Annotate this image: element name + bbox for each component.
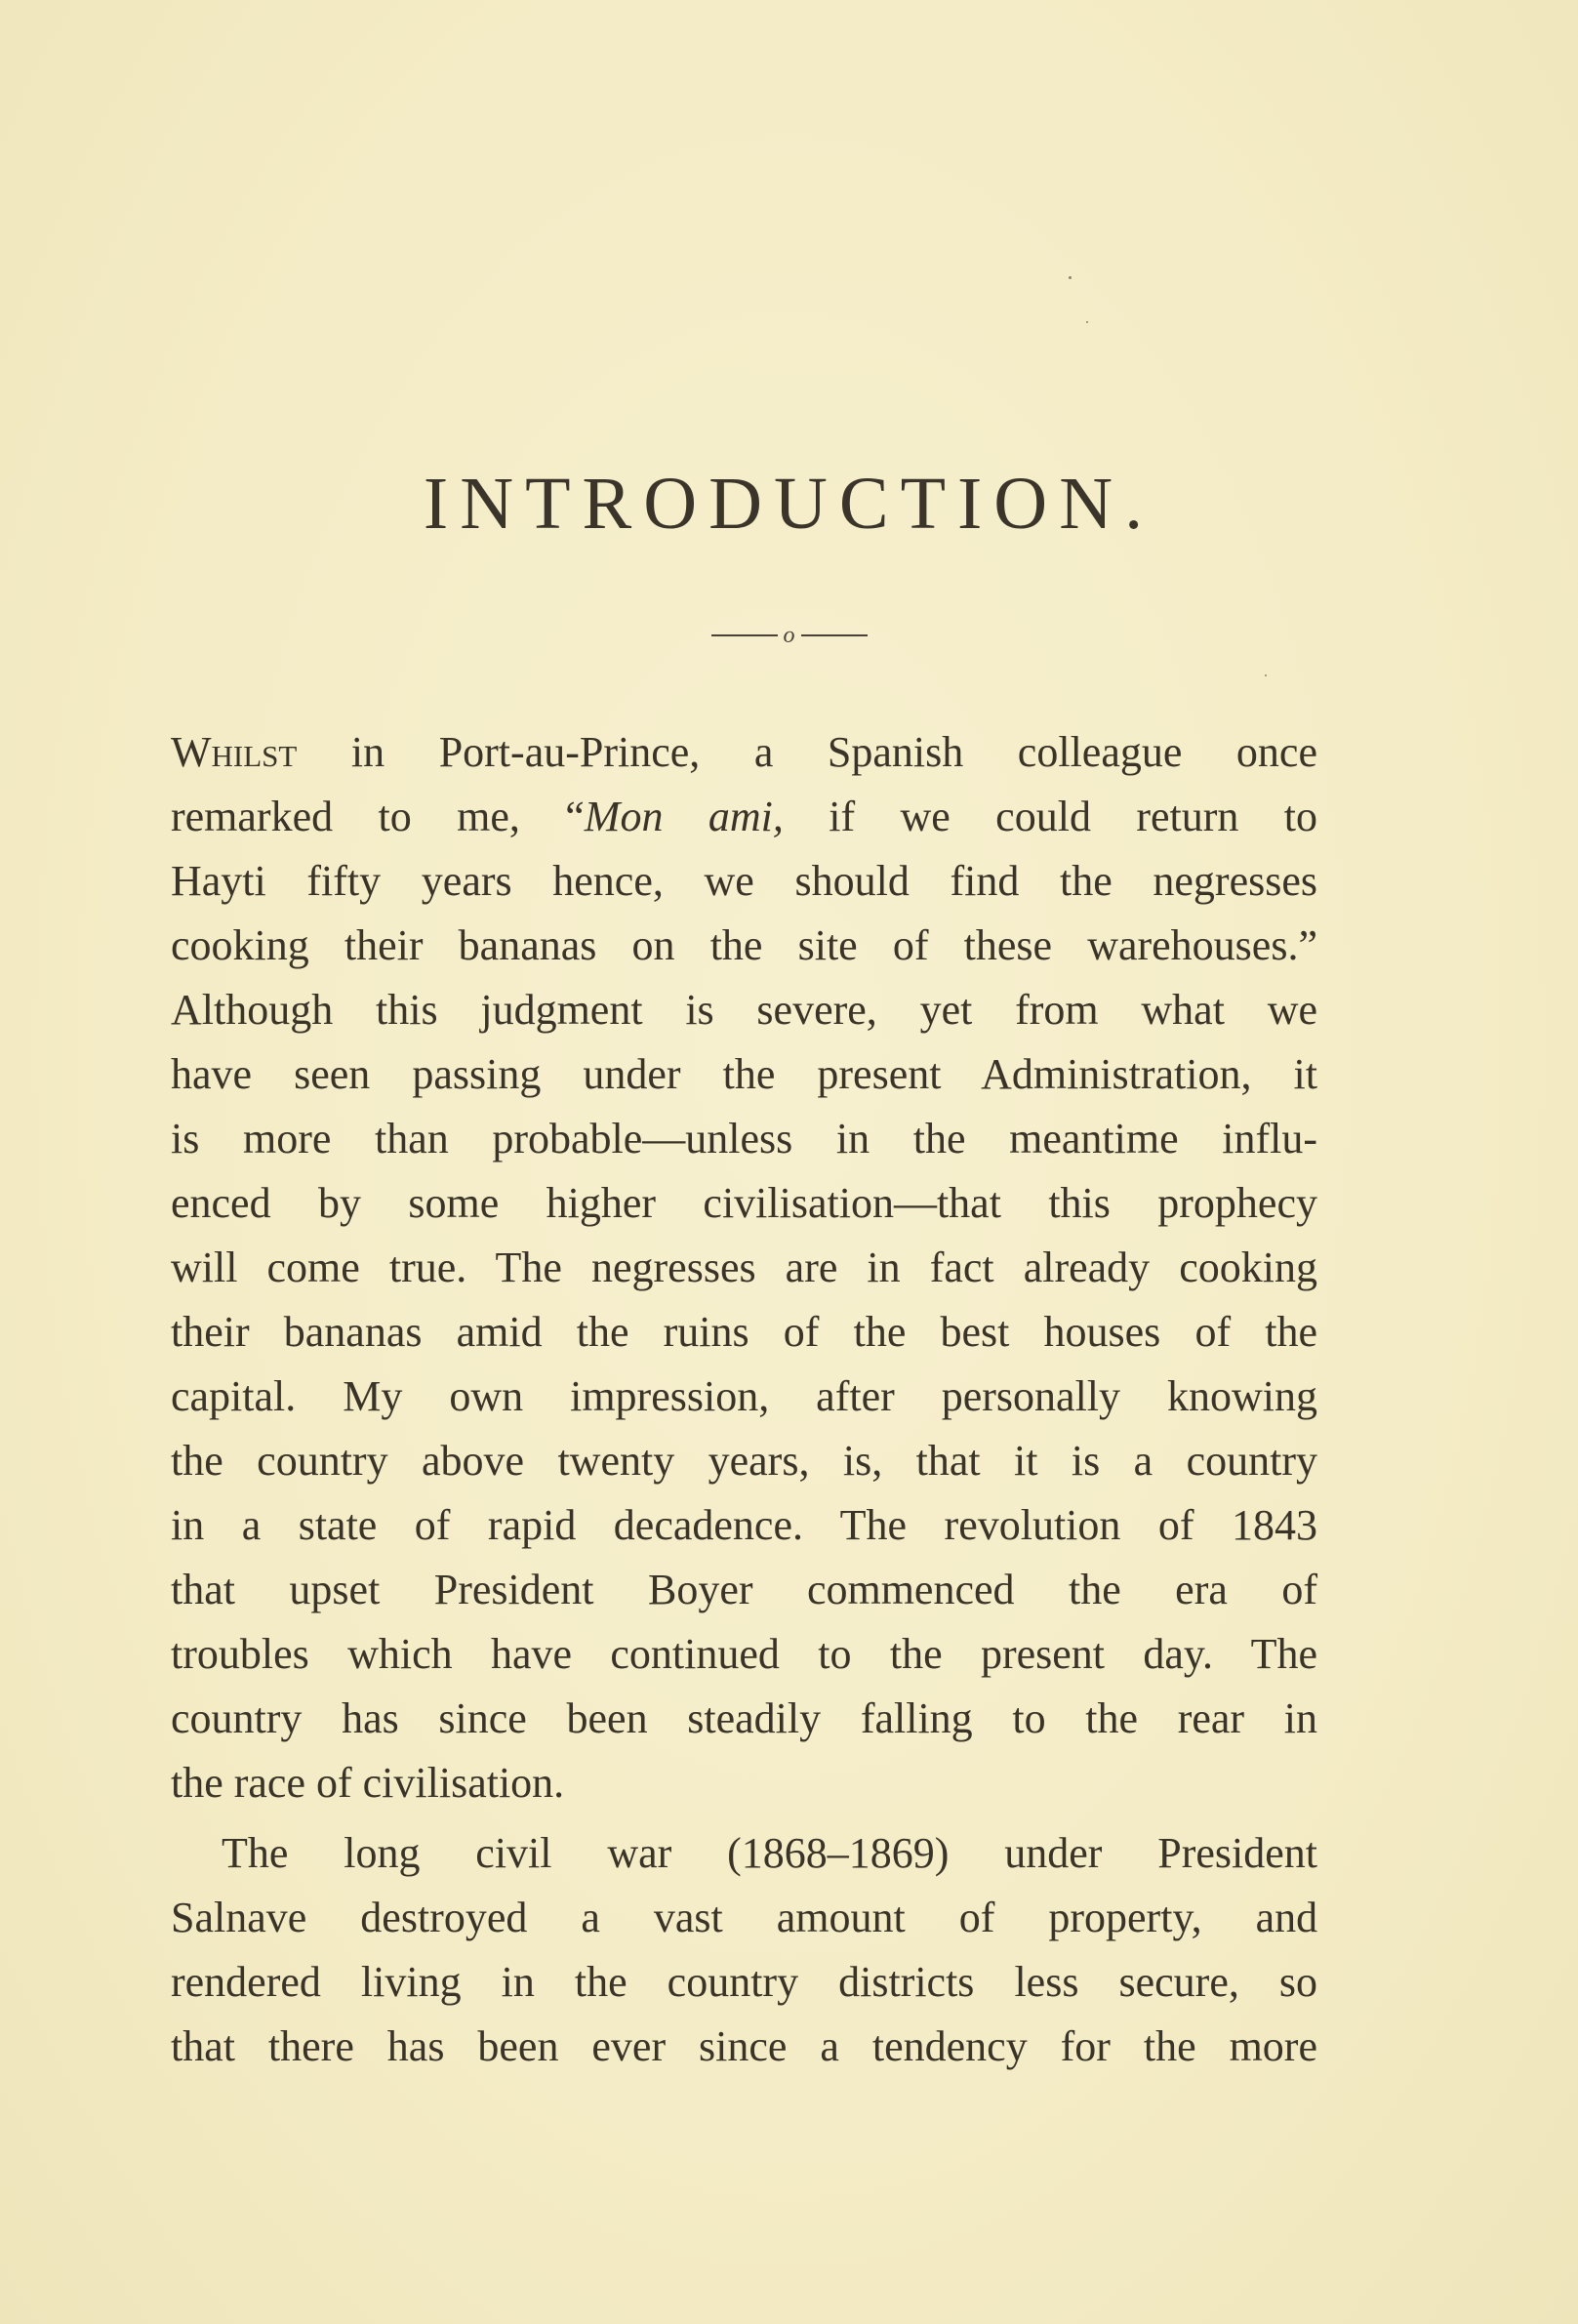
paragraph-2 xyxy=(171,1821,1317,2079)
text-line: have seen passing under the present Administration, it xyxy=(171,1050,1317,1098)
paper-speck xyxy=(1069,276,1072,279)
text-line: Hayti fifty years hence, we should find the negresses xyxy=(171,857,1317,905)
paper-speck xyxy=(1086,321,1088,323)
lead-word: Whilst xyxy=(171,728,298,776)
ornament-mark: o xyxy=(783,623,795,648)
paragraph-1 xyxy=(171,720,1317,1815)
text-line: that there has been ever since a tendency for the more xyxy=(171,2022,1317,2070)
text-line: cooking their bananas on the site of these warehouses.” xyxy=(171,921,1317,969)
text-line: Salnave destroyed a vast amount of property, and xyxy=(171,1894,1318,1941)
body-text xyxy=(171,720,1317,2079)
page-title: INTRODUCTION. xyxy=(423,463,1155,545)
italic-phrase: Mon ami, xyxy=(584,793,784,840)
ornament-rule-right xyxy=(801,634,868,636)
text-line: their bananas amid the ruins of the best houses of the xyxy=(171,1308,1317,1356)
text-line: Although this judgment is severe, yet from what we xyxy=(171,986,1317,1034)
text-line: capital. My own impression, after personally knowing xyxy=(171,1372,1317,1420)
text-line: country has since been steadily falling to the rear in xyxy=(171,1694,1317,1742)
text-line: will come true. The negresses are in fact already cooking xyxy=(171,1244,1317,1291)
text-line: the race of civilisation. xyxy=(171,1759,565,1807)
text-line: remarked to me, “Mon ami, if we could return to xyxy=(171,793,1317,840)
text-line: rendered living in the country districts less secure, so xyxy=(171,1958,1317,2006)
paper-speck xyxy=(1265,674,1267,676)
ornament-rule-left xyxy=(711,634,778,636)
text-line: Whilst in Port-au-Prince, a Spanish colleague once xyxy=(171,728,1317,776)
text-line: is more than probable—unless in the meantime influ- xyxy=(171,1115,1317,1162)
title-ornament xyxy=(0,621,1578,650)
text-line: in a state of rapid decadence. The revolution of 1843 xyxy=(171,1501,1317,1549)
text-line: troubles which have continued to the present day. The xyxy=(171,1630,1317,1678)
text-line: that upset President Boyer commenced the era of xyxy=(171,1566,1317,1613)
text-line: the country above twenty years, is, that it is a country xyxy=(171,1437,1317,1485)
text-line: enced by some higher civilisation—that this prophecy xyxy=(171,1179,1317,1227)
text-line: The long civil war (1868–1869) under President xyxy=(222,1829,1318,1877)
